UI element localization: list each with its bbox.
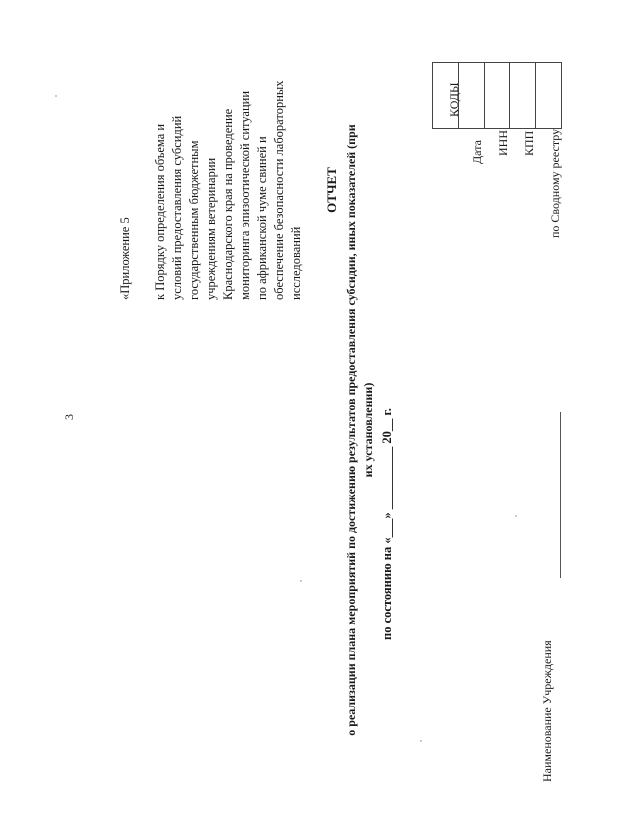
codes-table	[432, 62, 562, 129]
codes-row-label-date: Дата	[470, 140, 484, 164]
annex-line: исследований	[289, 226, 303, 300]
report-title: ОТЧЕТ	[324, 167, 339, 213]
scan-speck	[55, 95, 57, 97]
codes-inn-cell	[485, 63, 511, 128]
scan-speck	[300, 580, 302, 582]
annex-line: условий предоставления субсидий	[170, 115, 184, 300]
institution-name-line	[560, 412, 561, 578]
report-subtitle-line2: их установлении)	[361, 382, 375, 478]
report-subtitle-line1: о реализации плана мероприятий по достижению результатов предоставления субсидии, иных показателей (при	[344, 124, 358, 736]
codes-row-label-kpp: КПП	[522, 130, 536, 156]
codes-row-label-inn: ИНН	[496, 130, 510, 156]
report-as-of-date: по состоянию на «___» __________ 20__ г.	[380, 408, 394, 640]
institution-label: Наименование Учреждения	[540, 640, 554, 782]
codes-kpp-cell	[510, 63, 536, 128]
annex-line: по африканской чуме свиней и	[255, 136, 269, 300]
codes-header: КОДЫ	[447, 82, 461, 117]
annex-line: Краснодарского края на проведение	[221, 108, 235, 300]
annex-line: обеспечение безопасности лабораторных	[272, 80, 286, 300]
scan-speck	[420, 740, 422, 742]
codes-date-cell	[459, 63, 485, 128]
annex-line: мониторинга эпизоотической ситуации	[238, 90, 252, 300]
codes-row-label-registry: по Сводному реестру	[548, 128, 562, 238]
codes-header-cell	[433, 63, 459, 128]
page-number: 3	[62, 414, 76, 420]
annex-line: к Порядку определения объема и	[153, 123, 167, 300]
annex-line: государственным бюджетным	[187, 140, 201, 300]
annex-line: учреждениям ветеринарии	[204, 157, 218, 300]
codes-registry-cell	[536, 63, 561, 128]
scan-speck	[515, 515, 517, 517]
annex-title: «Приложение 5	[118, 217, 132, 300]
